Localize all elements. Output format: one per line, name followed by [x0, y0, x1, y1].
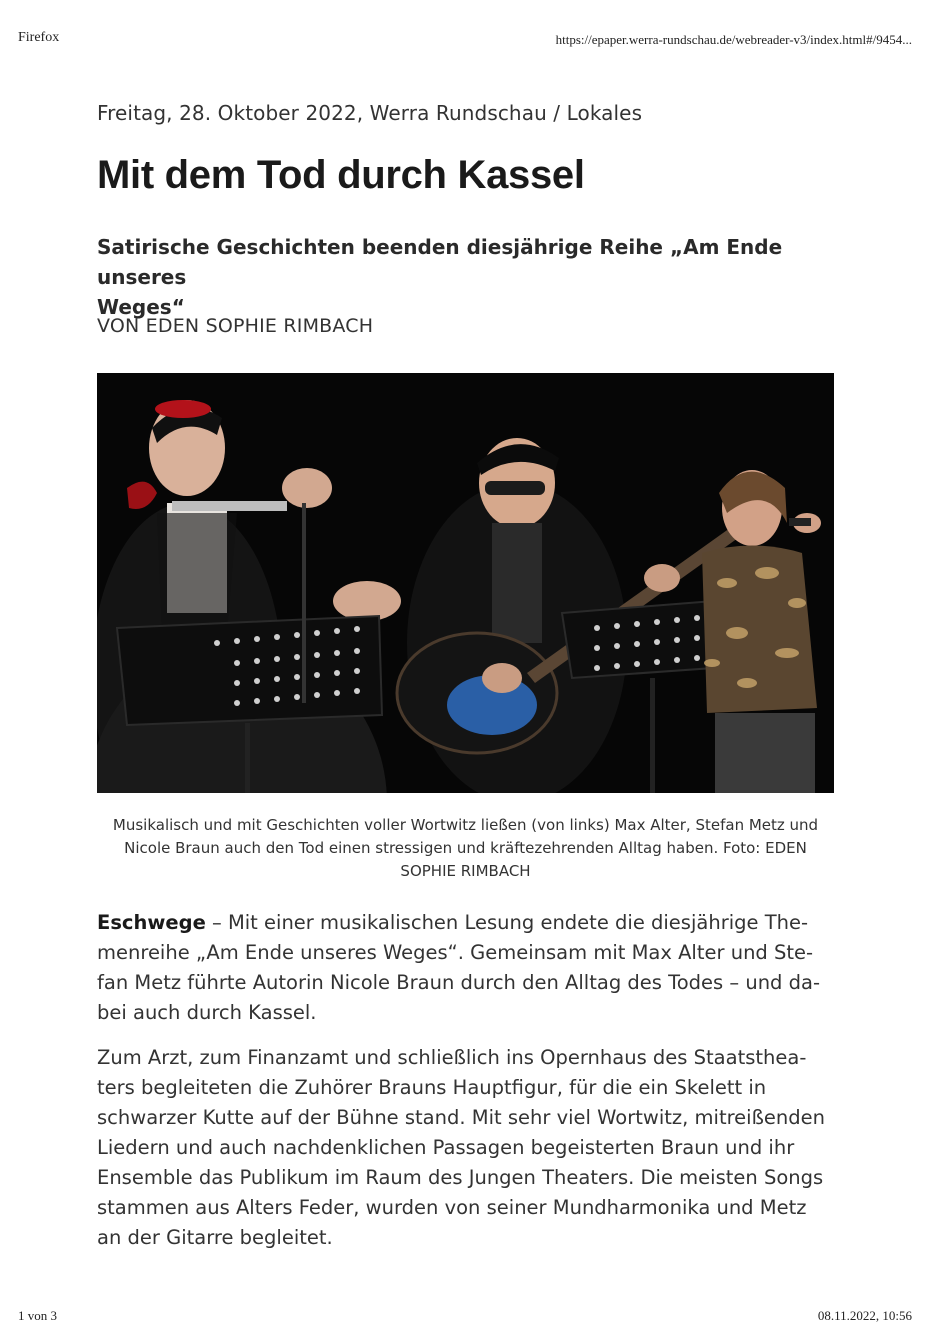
- concert-photo-icon: [97, 373, 834, 793]
- caption-line: Nicole Braun auch den Tod einen stressigen und kräftezehrenden Alltag haben. Foto: EDEN: [124, 839, 807, 857]
- page-url[interactable]: https://epaper.werra-rundschau.de/webreader-v3/index.html#/9454...: [555, 32, 912, 47]
- paragraph-body: [97, 1043, 837, 1253]
- paragraph-line: bei auch durch Kassel.: [97, 1001, 317, 1024]
- article-body: [97, 908, 837, 1268]
- paragraph-line: ters begleiteten die Zuhörer Brauns Hauptfigur, für die ein Skelett in: [97, 1076, 767, 1099]
- paragraph-lead: [97, 908, 837, 1028]
- paragraph-line: fan Metz führte Autorin Nicole Braun durch den Alltag des Todes – und da-: [97, 971, 820, 994]
- caption-line: SOPHIE RIMBACH: [400, 862, 531, 880]
- article-subheadline: [97, 232, 857, 322]
- paragraph-line: menreihe „Am Ende unseres Weges“. Gemeinsam mit Max Alter und Ste-: [97, 941, 814, 964]
- paragraph-line: Liedern und auch nachdenklichen Passagen begeisterten Braun und ihr: [97, 1136, 795, 1159]
- paragraph-line: [97, 908, 837, 938]
- dateline: Freitag, 28. Oktober 2022, Werra Rundschau / Lokales: [97, 101, 643, 125]
- subheadline-line: Satirische Geschichten beenden diesjährige Reihe „Am Ende unseres: [97, 235, 783, 289]
- paragraph-line: Zum Arzt, zum Finanzamt und schließlich ins Opernhaus des Staatsthea-: [97, 1046, 807, 1069]
- byline: VON EDEN SOPHIE RIMBACH: [97, 315, 374, 337]
- subheadline-line: Weges“: [97, 295, 185, 319]
- paragraph-line: schwarzer Kutte auf der Bühne stand. Mit sehr viel Wortwitz, mitreißenden: [97, 1106, 825, 1129]
- browser-name: Firefox: [18, 30, 60, 45]
- page-count: 1 von 3: [18, 1308, 57, 1323]
- paragraph-line: an der Gitarre begleitet.: [97, 1226, 333, 1249]
- print-header: [18, 30, 912, 50]
- print-footer: [18, 1308, 912, 1328]
- print-timestamp: 08.11.2022, 10:56: [817, 1308, 912, 1323]
- paragraph-line: Ensemble das Publikum im Raum des Jungen Theaters. Die meisten Songs: [97, 1166, 824, 1189]
- lead-first-line: – Mit einer musikalischen Lesung endete die diesjährige The-: [205, 911, 809, 934]
- paragraph-line: stammen aus Alters Feder, wurden von seiner Mundharmonika und Metz: [97, 1196, 807, 1219]
- photo-caption: [97, 814, 834, 883]
- lead-location: Eschwege: [97, 911, 206, 934]
- caption-line: Musikalisch und mit Geschichten voller Wortwitz ließen (von links) Max Alter, Stefan Metz und: [112, 816, 819, 834]
- article-headline: Mit dem Tod durch Kassel: [97, 153, 585, 197]
- concert-photo: [97, 373, 834, 793]
